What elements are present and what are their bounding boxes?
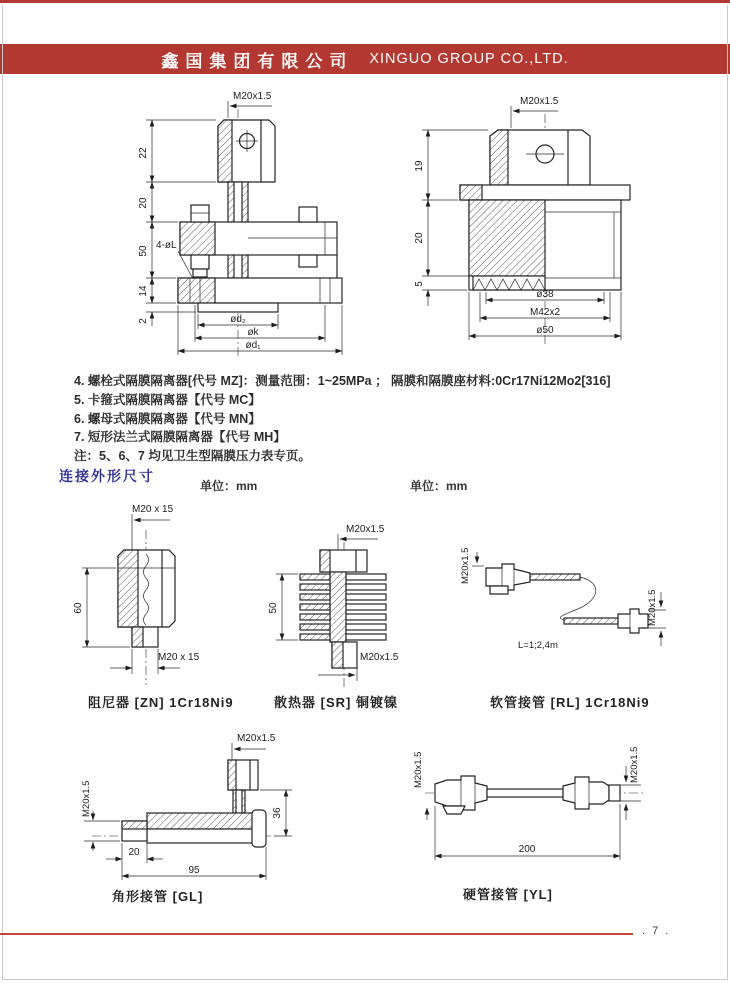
dia-d1: ød₁ <box>245 340 261 351</box>
drawing-damper <box>70 500 285 710</box>
page-number: . 7 . <box>642 925 671 937</box>
dim-5: 5 <box>414 281 425 287</box>
dia-d2: ød₂ <box>230 314 246 325</box>
thread-label: M20x1.5 <box>233 91 272 102</box>
thread-top-label: M20x1.5 <box>346 524 385 535</box>
page-border-left <box>2 5 3 979</box>
heatsink-geometry <box>300 542 386 690</box>
caption-hose: 软管接管 [RL] 1Cr18Ni9 <box>490 695 650 710</box>
unit-label-left: 单位：mm <box>200 479 258 493</box>
header-bar <box>0 44 730 74</box>
thread-label: M20x1.5 <box>520 96 559 107</box>
drawing-angle-connector <box>62 725 327 895</box>
drawing-rigid-pipe-connector <box>413 738 683 873</box>
drawing-short-flange-seal <box>398 86 688 354</box>
dim-60: 60 <box>73 602 84 614</box>
thread-top-label: M20x1.5 <box>237 733 276 744</box>
company-name-cn: 鑫国集团有限公司 <box>161 51 354 71</box>
pipe-geometry <box>425 776 645 814</box>
top-accent-line <box>0 0 730 3</box>
thread-top-label: M20 x 15 <box>132 504 174 515</box>
unit-label-right: 单位：mm <box>410 479 468 493</box>
dim-20: 20 <box>414 232 425 244</box>
angle-dimensions <box>81 733 292 880</box>
dim-14: 14 <box>138 285 149 297</box>
hose-dimensions <box>460 548 666 651</box>
caption-heatsink: 散热器 [SR] 铜镀镍 <box>274 695 398 710</box>
thread-bottom-label: M20 x 15 <box>158 652 200 663</box>
dim-95: 95 <box>188 865 200 876</box>
dim-200: 200 <box>518 844 536 855</box>
dim-50: 50 <box>138 245 149 257</box>
page-border-right <box>727 5 728 979</box>
hose-length-label: L=1;2,4m <box>518 640 558 651</box>
thread-left-label: M20x1.5 <box>413 751 424 788</box>
thread-right-label: M20x1.5 <box>647 589 658 626</box>
dia-50: ø50 <box>536 325 554 336</box>
dim-36: 36 <box>272 807 283 819</box>
dim-20: 20 <box>128 847 140 858</box>
dim-19: 19 <box>414 160 425 172</box>
thread-left-label: M20x1.5 <box>460 547 471 584</box>
note-line-6: 6. 螺母式隔膜隔离器【代号 MN】 <box>74 411 261 426</box>
product-notes <box>74 372 704 466</box>
hose-geometry <box>486 564 648 633</box>
note-line-7: 7. 短形法兰式隔膜隔离器【代号 MH】 <box>74 430 286 445</box>
thread-m42: M42x2 <box>529 307 561 318</box>
note-line-5: 5. 卡箍式隔膜隔离器【代号 MC】 <box>74 392 261 407</box>
angle-geometry <box>92 760 274 847</box>
footer-rule <box>0 933 633 935</box>
note-line-4: 4. 螺栓式隔膜隔离器[代号 MZ]：测量范围：1~25MPa ； 隔膜和隔膜座材料:0Cr17Ni12Mo2[316] <box>74 374 611 388</box>
thread-right-label: M20x1.5 <box>629 746 640 783</box>
thread-bottom-label: M20x1.5 <box>360 652 399 663</box>
bolt-holes-label: 4-øL <box>156 240 177 251</box>
drawing-hose-connector <box>450 530 685 665</box>
thread-left-label: M20x1.5 <box>81 780 92 817</box>
caption-damper: 阻尼器 [ZN] 1Cr18Ni9 <box>88 695 234 710</box>
bolt-seal-geometry <box>178 109 342 357</box>
caption-angle: 角形接管 [GL] <box>112 889 204 904</box>
note-line-remark: 注：5、6、7 均见卫生型隔膜压力表专页。 <box>74 449 311 464</box>
page-border-bottom <box>2 979 728 980</box>
caption-pipe: 硬管接管 [YL] <box>463 887 553 902</box>
drawing-heatsink <box>268 498 468 708</box>
dim-50: 50 <box>268 602 279 614</box>
dia-38: ø38 <box>536 289 554 300</box>
company-name-en: XINGUO GROUP CO.,LTD. <box>369 51 569 67</box>
drawing-bolt-diaphragm-seal <box>120 85 385 360</box>
section-title: 连接外形尺寸 <box>59 468 155 484</box>
dim-22: 22 <box>138 147 149 159</box>
dim-20: 20 <box>138 197 149 209</box>
dim-2: 2 <box>138 318 149 324</box>
dia-k: øk <box>247 327 259 338</box>
